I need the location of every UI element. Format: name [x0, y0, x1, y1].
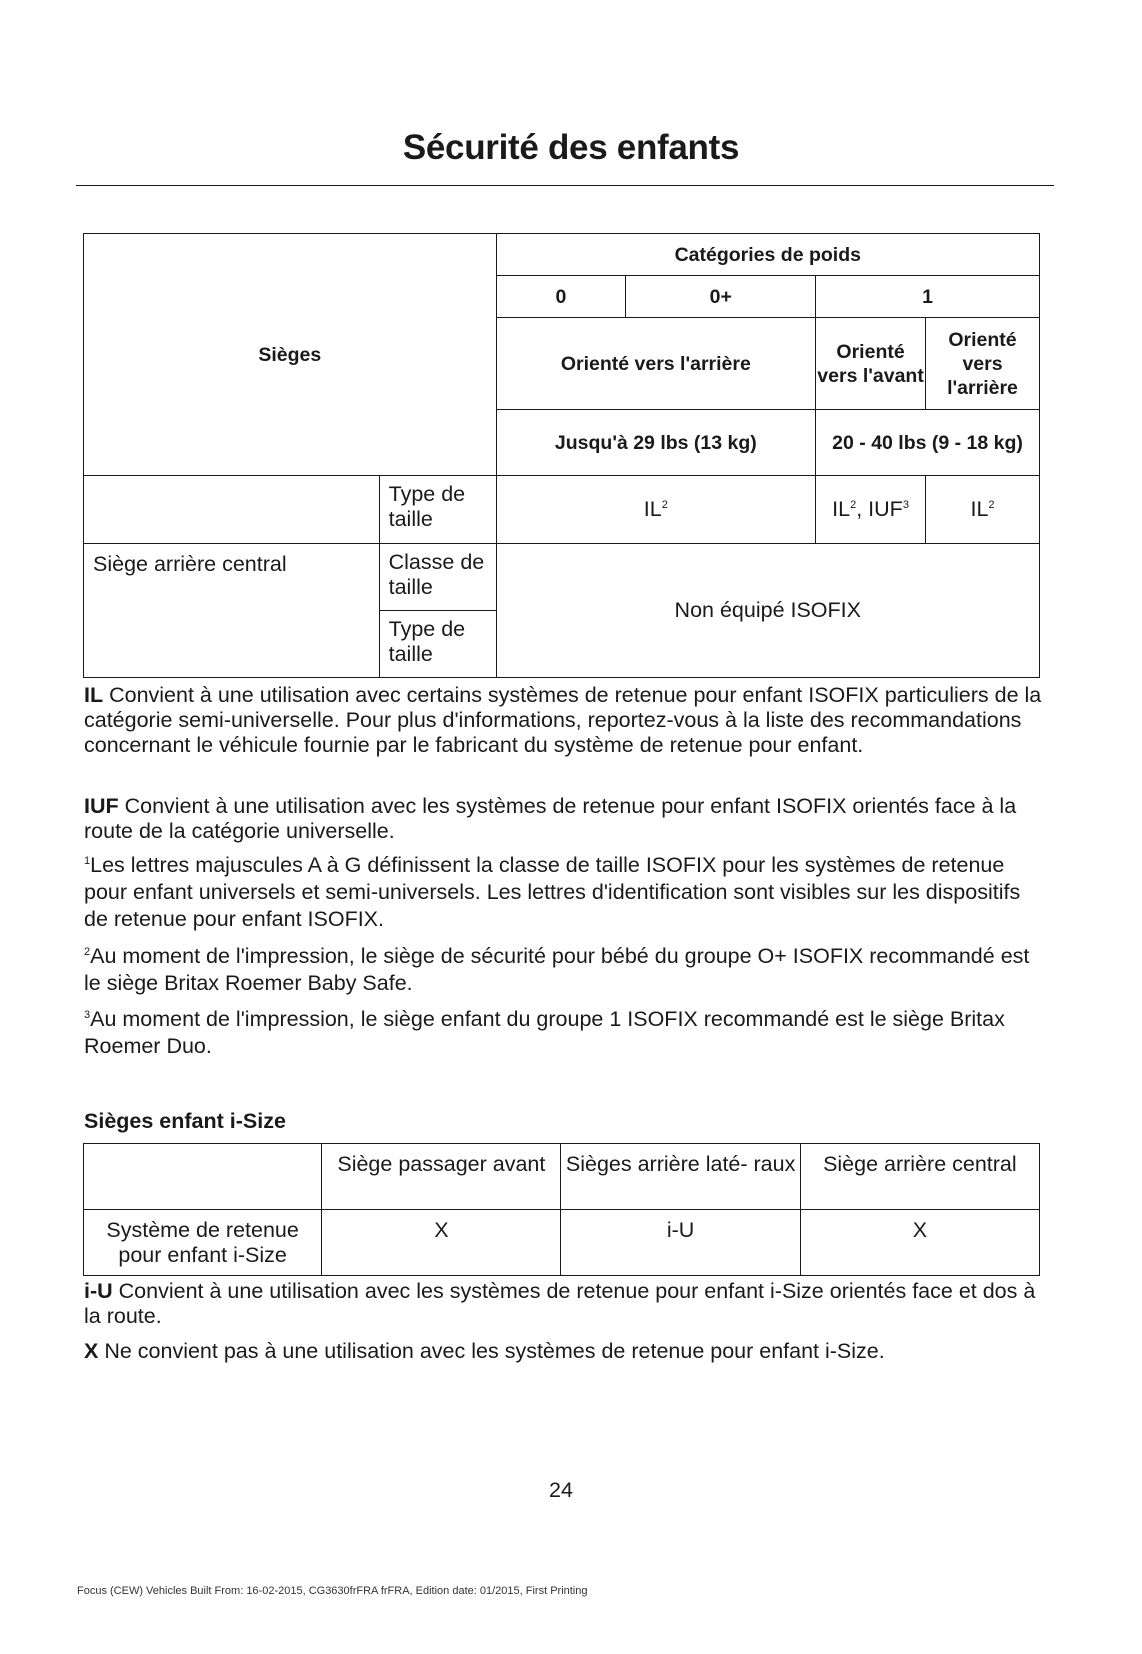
category-0: 0	[496, 276, 626, 318]
note-iuf: IUF Convient à une utilisation avec les systèmes de retenue pour enfant ISOFIX orientés face à la route de la catégorie universelle.	[84, 794, 1017, 843]
value-rear-center: X	[800, 1210, 1039, 1276]
isize-table	[83, 1143, 1040, 1276]
value-rear-facing-1: $IL^2$	[926, 476, 1040, 544]
value-forward-facing: $IL^2$, IUF$^3$	[816, 476, 926, 544]
seats-header: Sièges	[84, 234, 497, 476]
category-0-plus: 0+	[626, 276, 816, 318]
isize-heading: Sièges enfant i-Size	[84, 1109, 286, 1133]
empty-corner-cell	[84, 1144, 322, 1210]
front-passenger-seat-header: Siège passager avant	[322, 1144, 561, 1210]
isofix-table	[83, 233, 1040, 678]
size-class-label: Classe de taille	[379, 544, 496, 611]
value-front: X	[322, 1210, 561, 1276]
forward-facing-header: Orienté vers l'avant	[816, 318, 926, 410]
title-divider	[76, 185, 1054, 186]
footnote-3: $^3$Au moment de l'impression, le siège enfant du groupe 1 ISOFIX recommandé est le siège Britax Roemer Duo.	[84, 1007, 1005, 1058]
rear-center-seat-header: Siège arrière central	[800, 1144, 1039, 1210]
rear-facing-header-1: Orienté vers l'arrière	[926, 318, 1040, 410]
empty-seat-cell	[84, 476, 380, 544]
rear-facing-header: Orienté vers l'arrière	[496, 318, 816, 410]
rear-center-seat-label: Siège arrière central	[84, 544, 380, 678]
note-il: IL Convient à une utilisation avec certains systèmes de retenue pour enfant ISOFIX particuliers de la catégorie semi-universelle. Pour plus d'informations, reportez-vous à la liste des recommandations concernant le véhicule fournie par le fabricant du système de retenue pour enfant.	[84, 683, 1042, 757]
weight-0-header: Jusqu'à 29 lbs (13 kg)	[496, 410, 816, 476]
size-type-label-2: Type de taille	[379, 611, 496, 678]
weight-categories-header: Catégories de poids	[496, 234, 1039, 276]
page-number: 24	[549, 1478, 573, 1502]
note-iu: i-U Convient à une utilisation avec les systèmes de retenue pour enfant i-Size orientés face et dos à la route.	[84, 1279, 1036, 1328]
note-x: X Ne convient pas à une utilisation avec les systèmes de retenue pour enfant i-Size.	[84, 1339, 885, 1363]
category-1: 1	[816, 276, 1040, 318]
footnote-2: $^2$Au moment de l'impression, le siège de sécurité pour bébé du groupe O+ ISOFIX recommandé est le siège Britax Roemer Baby Safe.	[84, 944, 1030, 995]
value-rear-side: i-U	[561, 1210, 800, 1276]
footnote-1: $^1$Les lettres majuscules A à G définissent la classe de taille ISOFIX pour les systèmes de retenue pour enfant universels et semi-universels. Les lettres d'identification sont visibles sur les dispositifs de retenue pour enfant ISOFIX.	[84, 853, 1021, 931]
value-rear-facing: $IL^2$	[496, 476, 816, 544]
page-title: Sécurité des enfants	[402, 128, 740, 167]
weight-1-header: 20 - 40 lbs (9 - 18 kg)	[816, 410, 1040, 476]
not-equipped-cell: Non équipé ISOFIX	[496, 544, 1039, 678]
footer-info: Focus (CEW) Vehicles Built From: 16-02-2015, CG3630frFRA frFRA, Edition date: 01/2015, First Printing	[77, 1585, 588, 1597]
rear-side-seats-header: Sièges arrière laté- raux	[561, 1144, 800, 1210]
isize-restraint-label: Système de retenue pour enfant i-Size	[84, 1210, 322, 1276]
size-type-label: Type de taille	[379, 476, 496, 544]
